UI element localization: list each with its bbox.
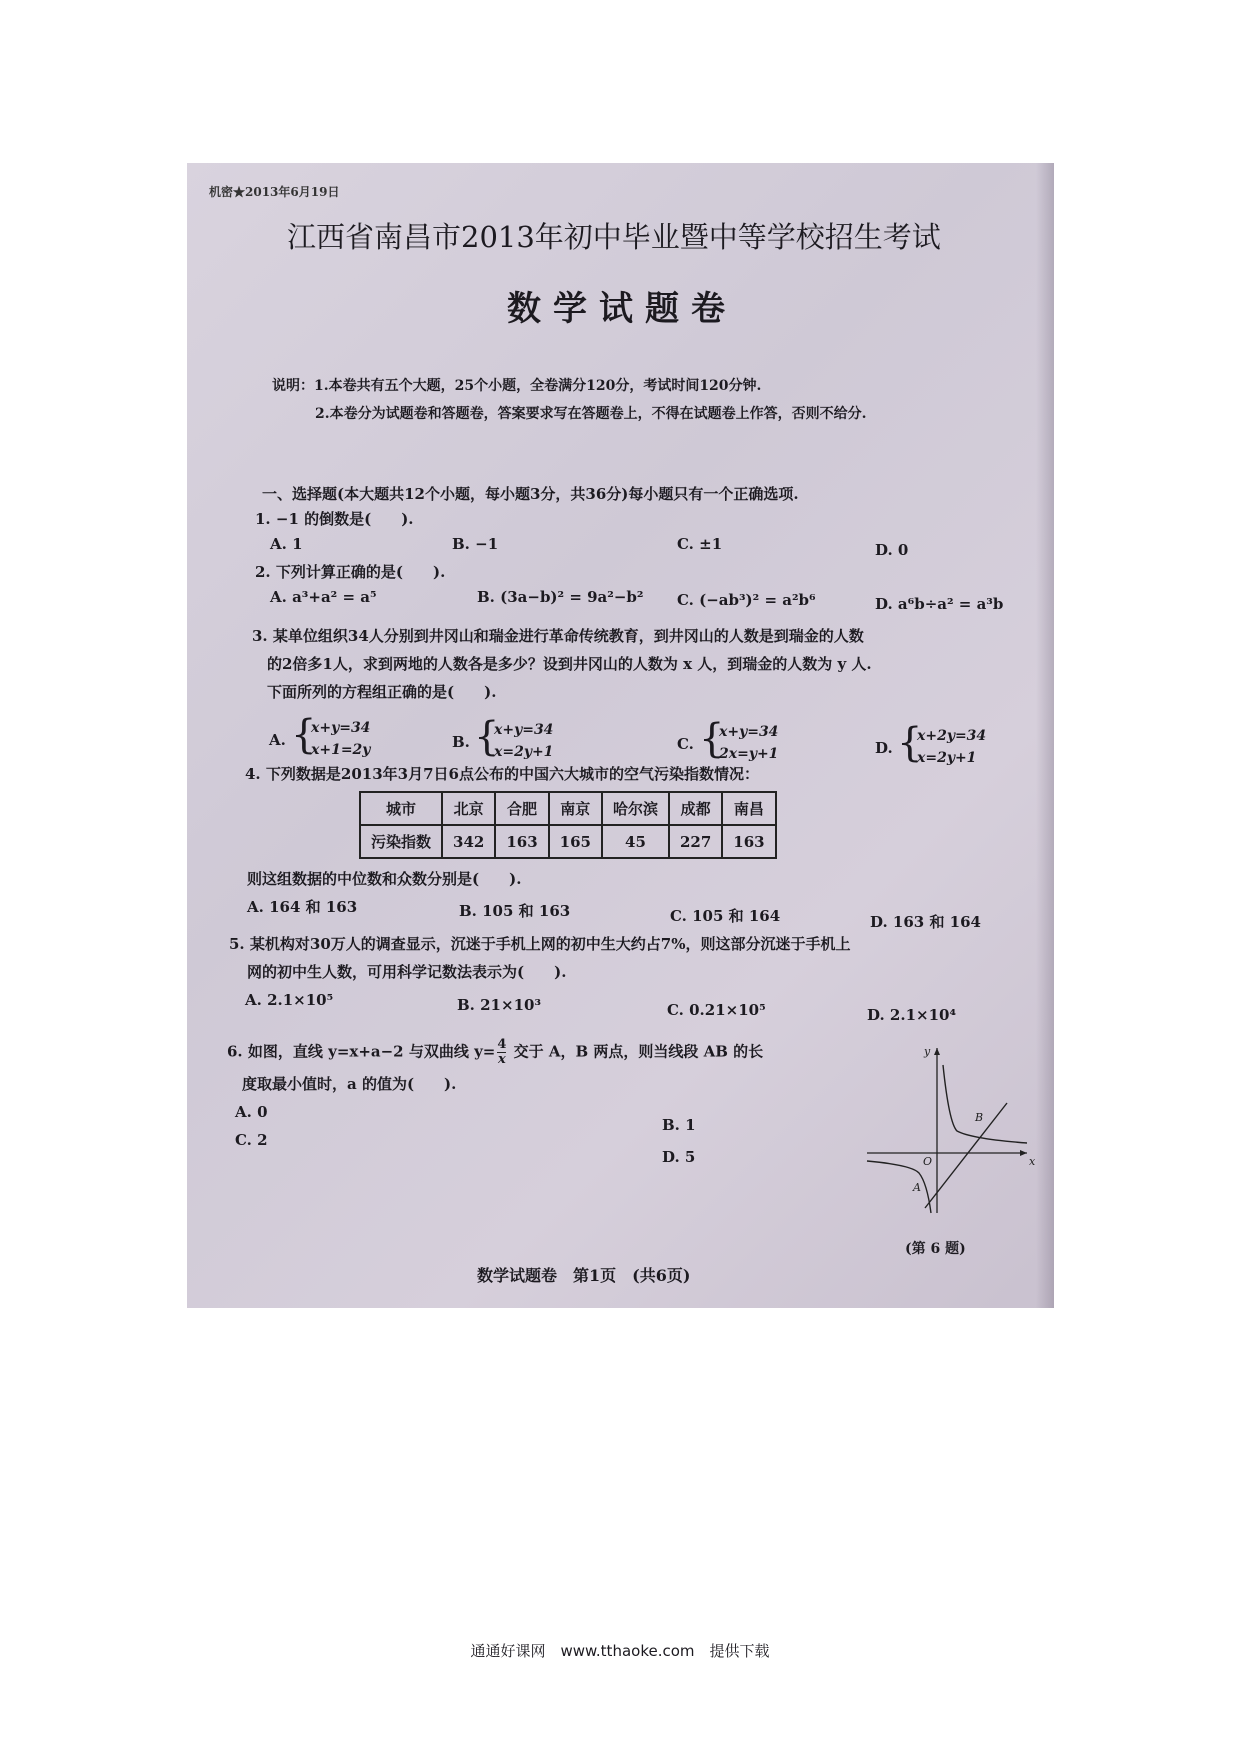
point-b-label: B xyxy=(975,1111,984,1124)
y-axis-label: y xyxy=(924,1045,931,1058)
q6-line-1-start: 6. 如图，直线 y=x+a−2 与双曲线 y= xyxy=(227,1042,496,1061)
exam-title: 江西省南昌市2013年初中毕业暨中等学校招生考试 xyxy=(287,220,941,254)
q2-option-d: D. a⁶b÷a² = a³b xyxy=(875,595,1004,613)
q4-option-d: D. 163 和 164 xyxy=(870,913,981,931)
table-cell: 成都 xyxy=(669,792,722,825)
q3-a-eq1: x+y=34 xyxy=(311,720,371,736)
q3-b-eq2: x=2y+1 xyxy=(494,744,554,760)
q6-line-1 xyxy=(227,1038,763,1067)
q6-option-d: D. 5 xyxy=(662,1148,696,1166)
q6-option-a: A. 0 xyxy=(235,1103,268,1121)
q3-line-1: 3. 某单位组织34人分别到井冈山和瑞金进行革命传统教育，到井冈山的人数是到瑞金的人数 xyxy=(252,627,864,645)
q2-option-a: A. a³+a² = a⁵ xyxy=(270,588,377,606)
table-cell: 南京 xyxy=(549,792,602,825)
exam-photo: 机密★2013年6月19日 江西省南昌市2013年初中毕业暨中等学校招生考试 数学试题卷 说明：1.本卷共有五个大题，25个小题，全卷满分120分，考试时间120分钟. 2.本卷分为试题卷和答题卷，答案要求写在答题卷上，不得在试题卷上作答，否则不给分. 一、选择题(本大题共12个小题，每小题3分，共36分)每小题只有一个正确选项. 1. −1 的倒数是( ). A. 1 B. −1 C. ±1 D. 0 2. 下列计算正确的是( ). A. a³+a² = a⁵ B. (3a−b)² = 9a²−b² C. (−ab³)² = a²b⁶ D. a⁶b÷a² = a³b 3. 某单位组织34人分别到井冈山和瑞金进行革命传统教育，到井冈山的人数是到瑞金的人数 的2倍多1人，求到两地的人数各是多少？设到井冈山的人数为 x 人，到瑞金的人数为 y 人. 下面所列的方程组正确的是( ). A. { x+y=34 x+1=2y B. { x+y=34 x=2y+1 C. { x+y=34 2x=y+1 D. { x+2y=34 x=2y+1 4. 下列数据是2013年3月7日6点公布的中国六大城市的空气污染指数情况： 城市 北京 合肥 南京 哈尔滨 成都 南昌 污染指数 342 163 165 45 227 163 则这组数据的中位数和众数分别是( ). A. 164 和 163 B. 105 和 163 C. 105 和 164 D. 163 和 164 5. 某机构对30万人的调查显示，沉迷于手机上网的初中生大约占7%，则这部分沉迷于手机上 网的初中生人数，可用科学记数法表示为( ). A. 2.1×10⁵ B. 21×10³ C. 0.21×10⁵ D. 2.1×10⁴ 6. 如图，直线 y=x+a−2 与双曲线 y= $\frac{4}{x}$ 交于 A，B 两点，则当线段 AB 的长 度取最小值时，a 的值为( ). A. 0 B. 1 C. 2 D. 5 y x O A B (第 6 题) 数学试题卷 第1页 (共6页) xyxy=(187,163,1054,1308)
q3-c-eq2: 2x=y+1 xyxy=(719,746,779,762)
q1-option-a: A. 1 xyxy=(270,535,303,553)
q6-option-b: B. 1 xyxy=(662,1116,696,1134)
table-cell: 163 xyxy=(722,825,775,858)
table-row xyxy=(360,825,776,858)
q3-c-label: C. xyxy=(677,735,694,753)
q3-a-label: A. xyxy=(269,731,286,749)
q5-option-c: C. 0.21×10⁵ xyxy=(667,1001,766,1019)
point-a-label: A xyxy=(913,1181,921,1194)
q3-b-label: B. xyxy=(452,733,470,751)
q5-option-a: A. 2.1×10⁵ xyxy=(245,991,334,1009)
hyperbola-branch-2 xyxy=(867,1161,931,1213)
q3-line-3: 下面所列的方程组正确的是( ). xyxy=(267,683,497,701)
table-row xyxy=(360,792,776,825)
q5-option-d: D. 2.1×10⁴ xyxy=(867,1006,957,1024)
pollution-table xyxy=(359,791,777,859)
q2-option-c: C. (−ab³)² = a²b⁶ xyxy=(677,591,816,609)
q6-line-2: 度取最小值时，a 的值为( ). xyxy=(242,1075,457,1093)
q6-option-c: C. 2 xyxy=(235,1131,268,1149)
q6-line-1-end: 交于 A，B 两点，则当线段 AB 的长 xyxy=(508,1042,764,1061)
q4-option-a: A. 164 和 163 xyxy=(247,898,358,916)
table-cell: 227 xyxy=(669,825,722,858)
q4-stem: 4. 下列数据是2013年3月7日6点公布的中国六大城市的空气污染指数情况： xyxy=(245,765,759,783)
confidential-date: 机密★2013年6月19日 xyxy=(209,185,340,199)
q3-line-2: 的2倍多1人，求到两地的人数各是多少？设到井冈山的人数为 x 人，到瑞金的人数为 y 人. xyxy=(267,655,872,673)
q3-b-eq1: x+y=34 xyxy=(494,722,554,738)
q4-option-b: B. 105 和 163 xyxy=(459,902,571,920)
q6-fraction-num: 4 xyxy=(497,1037,507,1052)
note-1: 说明：1.本卷共有五个大题，25个小题，全卷满分120分，考试时间120分钟. xyxy=(272,378,762,394)
table-cell: 城市 xyxy=(360,792,442,825)
q1-option-b: B. −1 xyxy=(452,535,499,553)
q1-option-c: C. ±1 xyxy=(677,535,723,553)
photo-edge-shadow xyxy=(1036,163,1054,1308)
download-footer: 通通好课网 www.tthaoke.com 提供下载 xyxy=(470,1642,770,1660)
x-axis-label: x xyxy=(1029,1155,1036,1168)
q2-stem: 2. 下列计算正确的是( ). xyxy=(255,563,446,581)
q4-option-c: C. 105 和 164 xyxy=(670,907,781,925)
x-axis-arrow xyxy=(1020,1150,1027,1156)
q3-a-eq2: x+1=2y xyxy=(311,742,371,758)
figure-caption: (第 6 题) xyxy=(905,1241,966,1257)
q1-stem: 1. −1 的倒数是( ). xyxy=(255,510,414,528)
q1-option-d: D. 0 xyxy=(875,541,909,559)
q6-fraction-den: x xyxy=(498,1052,506,1067)
q2-option-b: B. (3a−b)² = 9a²−b² xyxy=(477,588,644,606)
table-cell: 哈尔滨 xyxy=(602,792,669,825)
table-cell: 165 xyxy=(549,825,602,858)
table-cell: 南昌 xyxy=(722,792,775,825)
q5-line-1: 5. 某机构对30万人的调查显示，沉迷于手机上网的初中生大约占7%，则这部分沉迷于手机上 xyxy=(229,935,851,953)
table-cell: 污染指数 xyxy=(360,825,442,858)
y-axis-arrow xyxy=(934,1048,940,1055)
note-2: 2.本卷分为试题卷和答题卷，答案要求写在答题卷上，不得在试题卷上作答，否则不给分. xyxy=(315,406,867,422)
q3-d-label: D. xyxy=(875,739,893,757)
exam-subtitle: 数学试题卷 xyxy=(507,289,737,329)
q6-fraction xyxy=(497,1038,506,1067)
q4-question: 则这组数据的中位数和众数分别是( ). xyxy=(247,870,522,888)
table-cell: 342 xyxy=(442,825,495,858)
table-cell: 163 xyxy=(495,825,548,858)
origin-label: O xyxy=(923,1155,933,1168)
q5-line-2: 网的初中生人数，可用科学记数法表示为( ). xyxy=(247,963,567,981)
q3-d-eq2: x=2y+1 xyxy=(917,750,977,766)
q3-d-eq1: x+2y=34 xyxy=(917,728,987,744)
q3-c-eq1: x+y=34 xyxy=(719,724,779,740)
section-heading: 一、选择题(本大题共12个小题，每小题3分，共36分)每小题只有一个正确选项. xyxy=(262,485,799,503)
table-cell: 45 xyxy=(602,825,669,858)
q6-figure xyxy=(857,1043,1037,1223)
q5-option-b: B. 21×10³ xyxy=(457,996,542,1014)
table-cell: 北京 xyxy=(442,792,495,825)
table-cell: 合肥 xyxy=(495,792,548,825)
inner-page-footer: 数学试题卷 第1页 (共6页) xyxy=(477,1266,691,1285)
